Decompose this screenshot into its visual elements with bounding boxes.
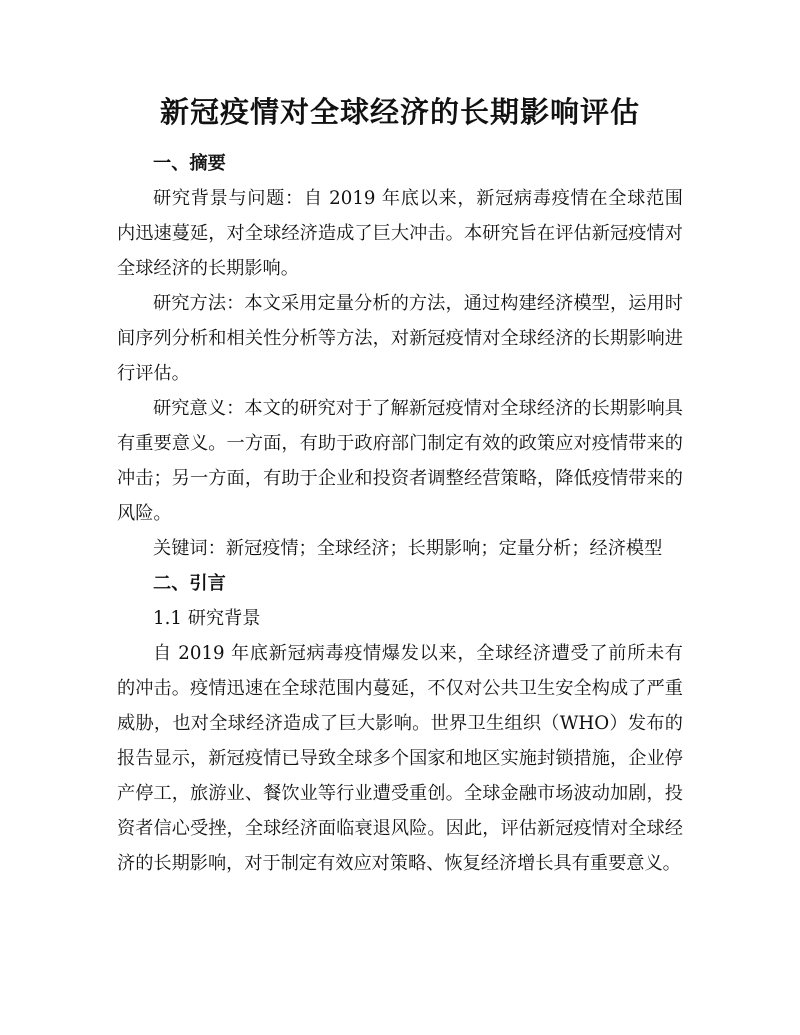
document-title: 新冠疫情对全球经济的长期影响评估 (159, 95, 640, 129)
abstract-method-paragraph: 研究方法：本文采用定量分析的方法，通过构建经济模型，运用时间序列分析和相关性分析等方法，对新冠疫情对全球经济的长期影响进行评估。 (117, 293, 683, 384)
abstract-significance-paragraph: 研究意义：本文的研究对于了解新冠疫情对全球经济的长期影响具有重要意义。一方面，有助于政府部门制定有效的政策应对疫情带来的冲击；另一方面，有助于企业和投资者调整经营策略，降低疫情带来的风险。 (117, 398, 683, 524)
document-body (117, 146, 683, 881)
research-background-subheading: 1.1 研究背景 (153, 608, 261, 629)
introduction-heading: 二、引言 (153, 573, 226, 594)
abstract-background-paragraph: 研究背景与问题：自 2019 年底以来，新冠病毒疫情在全球范围内迅速蔓延，对全球经济造成了巨大冲击。本研究旨在评估新冠疫情对全球经济的长期影响。 (117, 188, 683, 279)
research-background-paragraph: 自 2019 年底新冠病毒疫情爆发以来，全球经济遭受了前所未有的冲击。疫情迅速在全球范围内蔓延，不仅对公共卫生安全构成了严重威胁，也对全球经济造成了巨大影响。世界卫生组织（WHO）发布的报告显示，新冠疫情已导致全球多个国家和地区实施封锁措施，企业停产停工，旅游业、餐饮业等行业遭受重创。全球金融市场波动加剧，投资者信心受挫，全球经济面临衰退风险。因此，评估新冠疫情对全球经济的长期影响，对于制定有效应对策略、恢复经济增长具有重要意义。 (117, 643, 683, 874)
keywords-line: 关键词：新冠疫情；全球经济；长期影响；定量分析；经济模型 (153, 538, 663, 559)
abstract-heading: 一、摘要 (153, 153, 226, 174)
